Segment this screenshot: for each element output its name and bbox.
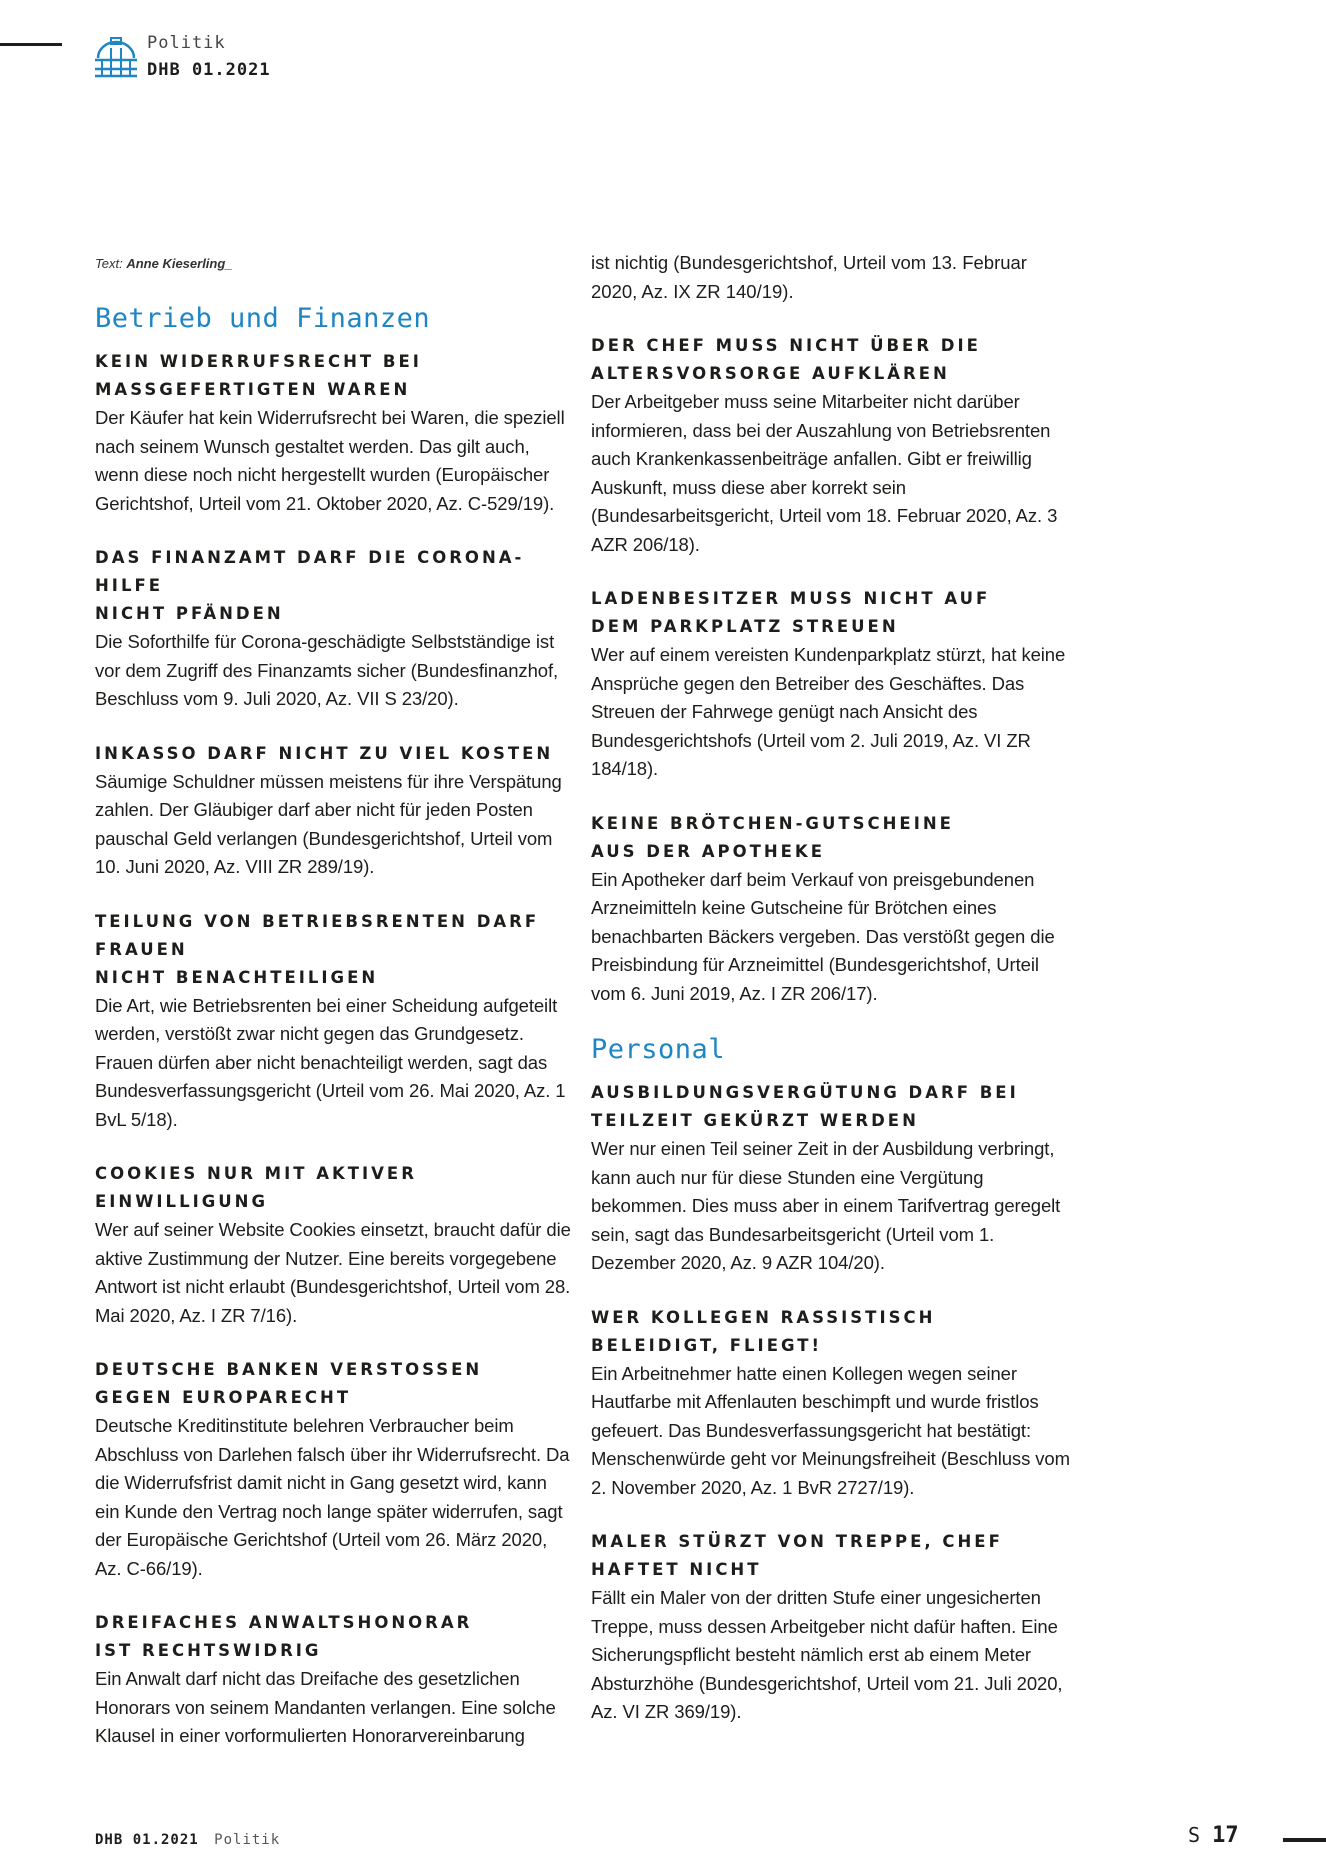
- continuation-text: ist nichtig (Bundesgerichtshof, Urteil vom 13. Februar 2020, Az. IX ZR 140/19).: [591, 252, 1027, 302]
- right-column: [591, 249, 1071, 1753]
- article-heading: LADENBESITZER MUSS NICHT AUF DEM PARKPLATZ STREUEN: [591, 589, 991, 636]
- article: [95, 348, 575, 518]
- article: [95, 544, 575, 714]
- article: [591, 585, 1071, 784]
- article: [95, 1356, 575, 1583]
- article-heading: COOKIES NUR MIT AKTIVER EINWILLIGUNG: [95, 1164, 417, 1211]
- bottom-rule: [1283, 1838, 1326, 1842]
- personal-article-list: [591, 1079, 1071, 1727]
- article-body: Der Käufer hat kein Widerrufsrecht bei Waren, die speziell nach seinem Wunsch gestaltet werden. Das gilt auch, wenn diese noch nicht hergestellt wurden (Europäischer Gerichtshof, Urteil vom 21. Oktober 2020, Az. C-529/19).: [95, 407, 565, 514]
- parliament-dome-icon: [94, 36, 138, 78]
- article: [591, 810, 1071, 1009]
- page-prefix: S: [1188, 1823, 1201, 1847]
- article-heading: MALER STÜRZT VON TREPPE, CHEF HAFTET NICHT: [591, 1532, 1003, 1579]
- section-title-betrieb: Betrieb und Finanzen: [95, 303, 431, 334]
- article-heading: INKASSO DARF NICHT ZU VIEL KOSTEN: [95, 743, 554, 763]
- article: [591, 1304, 1071, 1503]
- article-heading: DREIFACHES ANWALTSHONORAR IST RECHTSWIDRIG: [95, 1613, 473, 1660]
- article-body: Säumige Schuldner müssen meistens für ihre Verspätung zahlen. Der Gläubiger darf aber nicht für jeden Posten pauschal Geld verlangen (Bundesgerichtshof, Urteil vom 10. Juni 2020, Az. VIII ZR 289/19).: [95, 770, 562, 877]
- article-heading: WER KOLLEGEN RASSISTISCH BELEIDIGT, FLIEGT!: [591, 1307, 936, 1355]
- article-heading: TEILUNG VON BETRIEBSRENTEN DARF FRAUEN NICHT BENACHTEILIGEN: [95, 911, 540, 987]
- article: [95, 908, 575, 1135]
- header-section-label: Politik: [147, 33, 226, 53]
- right-article-list: [591, 332, 1071, 1008]
- article-heading: DAS FINANZAMT DARF DIE CORONA-HILFE NICHT PFÄNDEN: [95, 548, 525, 623]
- article-heading: AUSBILDUNGSVERGÜTUNG DARF BEI TEILZEIT GEKÜRZT WERDEN: [591, 1083, 1019, 1130]
- section-title-personal: Personal: [591, 1034, 726, 1065]
- article-body: Ein Arbeitnehmer hatte einen Kollegen wegen seiner Hautfarbe mit Affenlauten beschimpft und wurde fristlos gefeuert. Das Bundesverfassungsgericht hat bestätigt: Menschenwürde geht vor Meinungsfreiheit (Beschluss vom 2. November 2020, Az. 1 BvR 2727/19).: [591, 1362, 1070, 1498]
- article-heading: KEIN WIDERRUFSRECHT BEI MASSGEFERTIGTEN WAREN: [95, 352, 422, 399]
- left-column: [95, 250, 575, 1777]
- page-number-value: 17: [1212, 1823, 1239, 1848]
- article-body: Fällt ein Maler von der dritten Stufe einer ungesicherten Treppe, muss dessen Arbeitgeber nicht dafür haften. Eine Sicherungspflicht besteht nämlich erst ab einem Meter Absturzhöhe (Bundesgerichtshof, Urteil vom 21. Juli 2020, Az. VI ZR 369/19).: [591, 1587, 1063, 1722]
- top-rule: [0, 43, 62, 46]
- article: [591, 1528, 1071, 1727]
- article-body: Wer auf einem vereisten Kundenparkplatz stürzt, hat keine Ansprüche gegen den Betreiber des Geschäftes. Das Streuen der Fahrwege genügt nach Ansicht des Bundesgerichtshofs (Urteil vom 2. Juli 2019, Az. VI ZR 184/18).: [591, 644, 1066, 779]
- article: [591, 1079, 1071, 1278]
- article: [95, 1609, 575, 1751]
- article-body: Ein Apotheker darf beim Verkauf von preisgebundenen Arzneimitteln keine Gutscheine für Brötchen eines benachbarten Bäckers vergeben. Das verstößt gegen die Preisbindung für Arzneimittel (Bundesgerichtshof, Urteil vom 6. Juni 2019, Az. I ZR 206/17).: [591, 868, 1055, 1004]
- footer-issue: DHB 01.2021: [95, 1832, 199, 1848]
- page-number: [1188, 1823, 1239, 1848]
- article-heading: DEUTSCHE BANKEN VERSTOSSEN GEGEN EUROPARECHT: [95, 1360, 483, 1407]
- byline-author: Anne Kieserling_: [126, 256, 233, 271]
- byline: [95, 256, 575, 271]
- header-issue-label: DHB 01.2021: [147, 60, 271, 80]
- article-body: Wer auf seiner Website Cookies einsetzt, braucht dafür die aktive Zustimmung der Nutzer. Eine bereits vorgegebene Antwort ist nicht erlaubt (Bundesgerichtshof, Urteil vom 28. Mai 2020, Az. I ZR 7/16).: [95, 1219, 571, 1326]
- article-heading: DER CHEF MUSS NICHT ÜBER DIE ALTERSVORSORGE AUFKLÄREN: [591, 336, 981, 383]
- article-body: Deutsche Kreditinstitute belehren Verbraucher beim Abschluss von Darlehen falsch über ihr Widerrufsrecht. Da die Widerrufsfrist damit nicht in Gang gesetzt wird, kann ein Kunde den Vertrag noch lange später widerrufen, sagt der Europäische Gerichtshof (Urteil vom 26. März 2020, Az. C-66/19).: [95, 1415, 570, 1579]
- article-heading: KEINE BRÖTCHEN-GUTSCHEINE AUS DER APOTHEKE: [591, 813, 954, 861]
- left-article-list: [95, 348, 575, 1751]
- footer-section: Politik: [214, 1832, 281, 1848]
- article: [591, 332, 1071, 559]
- article-body: Wer nur einen Teil seiner Zeit in der Ausbildung verbringt, kann auch nur für diese Stunden eine Vergütung bekommen. Dies muss aber in einem Tarifvertrag geregelt sein, sagt das Bundesarbeitsgericht (Urteil vom 1. Dezember 2020, Az. 9 AZR 104/20).: [591, 1138, 1061, 1273]
- article-body: Ein Anwalt darf nicht das Dreifache des gesetzlichen Honorars von seinem Mandanten verlangen. Eine solche Klausel in einer vorformulierten Honorarvereinbarung: [95, 1668, 556, 1746]
- footer-left: [95, 1832, 280, 1848]
- article-body: Der Arbeitgeber muss seine Mitarbeiter nicht darüber informieren, dass bei der Auszahlung von Betriebsrenten auch Krankenkassenbeiträge anfallen. Gibt er freiwillig Auskunft, muss diese aber korrekt sein (Bundesarbeitsgericht, Urteil vom 18. Februar 2020, Az. 3 AZR 206/18).: [591, 391, 1058, 555]
- article-body: Die Soforthilfe für Corona-geschädigte Selbstständige ist vor dem Zugriff des Finanzamts sicher (Bundesfinanzhof, Beschluss vom 9. Juli 2020, Az. VII S 23/20).: [95, 631, 559, 709]
- article: [95, 1160, 575, 1330]
- article: [95, 740, 575, 882]
- article-body: Die Art, wie Betriebsrenten bei einer Scheidung aufgeteilt werden, verstößt zwar nicht gegen das Grundgesetz. Frauen dürfen aber nicht benachteiligt werden, sagt das Bundesverfassungsgericht (Urteil vom 26. Mai 2020, Az. 1 BvL 5/18).: [95, 994, 566, 1130]
- byline-prefix: Text:: [95, 256, 123, 271]
